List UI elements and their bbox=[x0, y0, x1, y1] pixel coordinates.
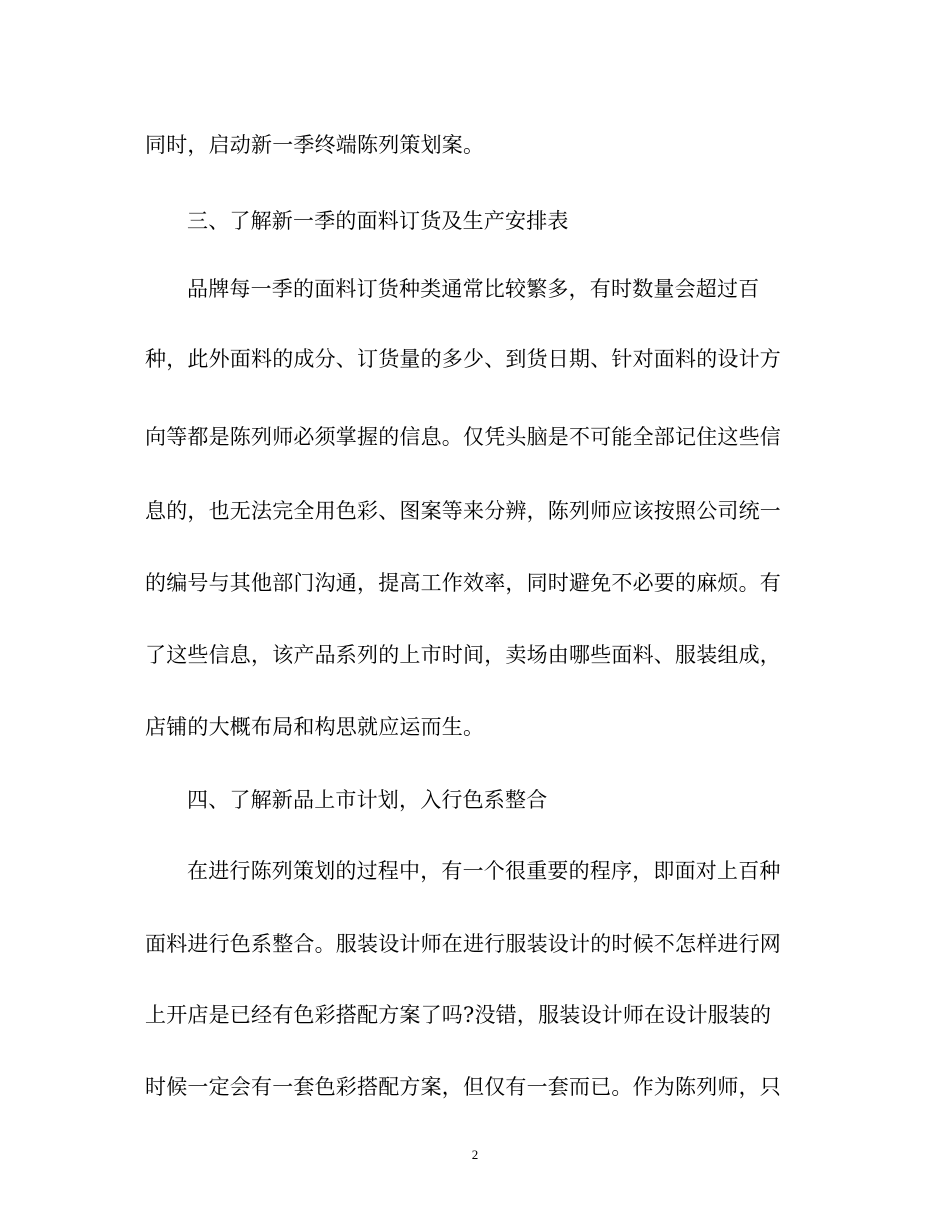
text-line: 同时，启动新一季终端陈列策划案。 bbox=[145, 133, 485, 157]
section-heading: 四、了解新品上市计划，入行色系整合 bbox=[187, 788, 548, 812]
text-line: 时候一定会有一套色彩搭配方案，但仅有一套而已。作为陈列师，只 bbox=[145, 1075, 781, 1099]
section-heading: 三、了解新一季的面料订货及生产安排表 bbox=[187, 209, 569, 233]
text-line: 向等都是陈列师必须掌握的信息。仅凭头脑是不可能全部记住这些信 bbox=[145, 425, 781, 449]
text-line: 了这些信息，该产品系列的上市时间，卖场由哪些面料、服装组成， bbox=[145, 643, 781, 667]
text-line: 息的，也无法完全用色彩、图案等来分辨，陈列师应该按照公司统一 bbox=[145, 499, 781, 523]
text-line: 上开店是已经有色彩搭配方案了吗?没错，服装设计师在设计服装的 bbox=[145, 1003, 772, 1027]
text-line: 品牌每一季的面料订货种类通常比较繁多，有时数量会超过百 bbox=[187, 277, 760, 301]
page-number: 2 bbox=[471, 1147, 479, 1162]
text-line: 种，此外面料的成分、订货量的多少、到货日期、针对面料的设计方 bbox=[145, 347, 781, 371]
text-line: 的编号与其他部门沟通，提高工作效率，同时避免不必要的麻烦。有 bbox=[145, 571, 781, 595]
text-line: 店铺的大概布局和构思就应运而生。 bbox=[145, 715, 485, 739]
text-line: 面料进行色系整合。服装设计师在进行服装设计的时候不怎样进行网 bbox=[145, 932, 781, 956]
text-line: 在进行陈列策划的过程中，有一个很重要的程序，即面对上百种 bbox=[187, 859, 781, 883]
